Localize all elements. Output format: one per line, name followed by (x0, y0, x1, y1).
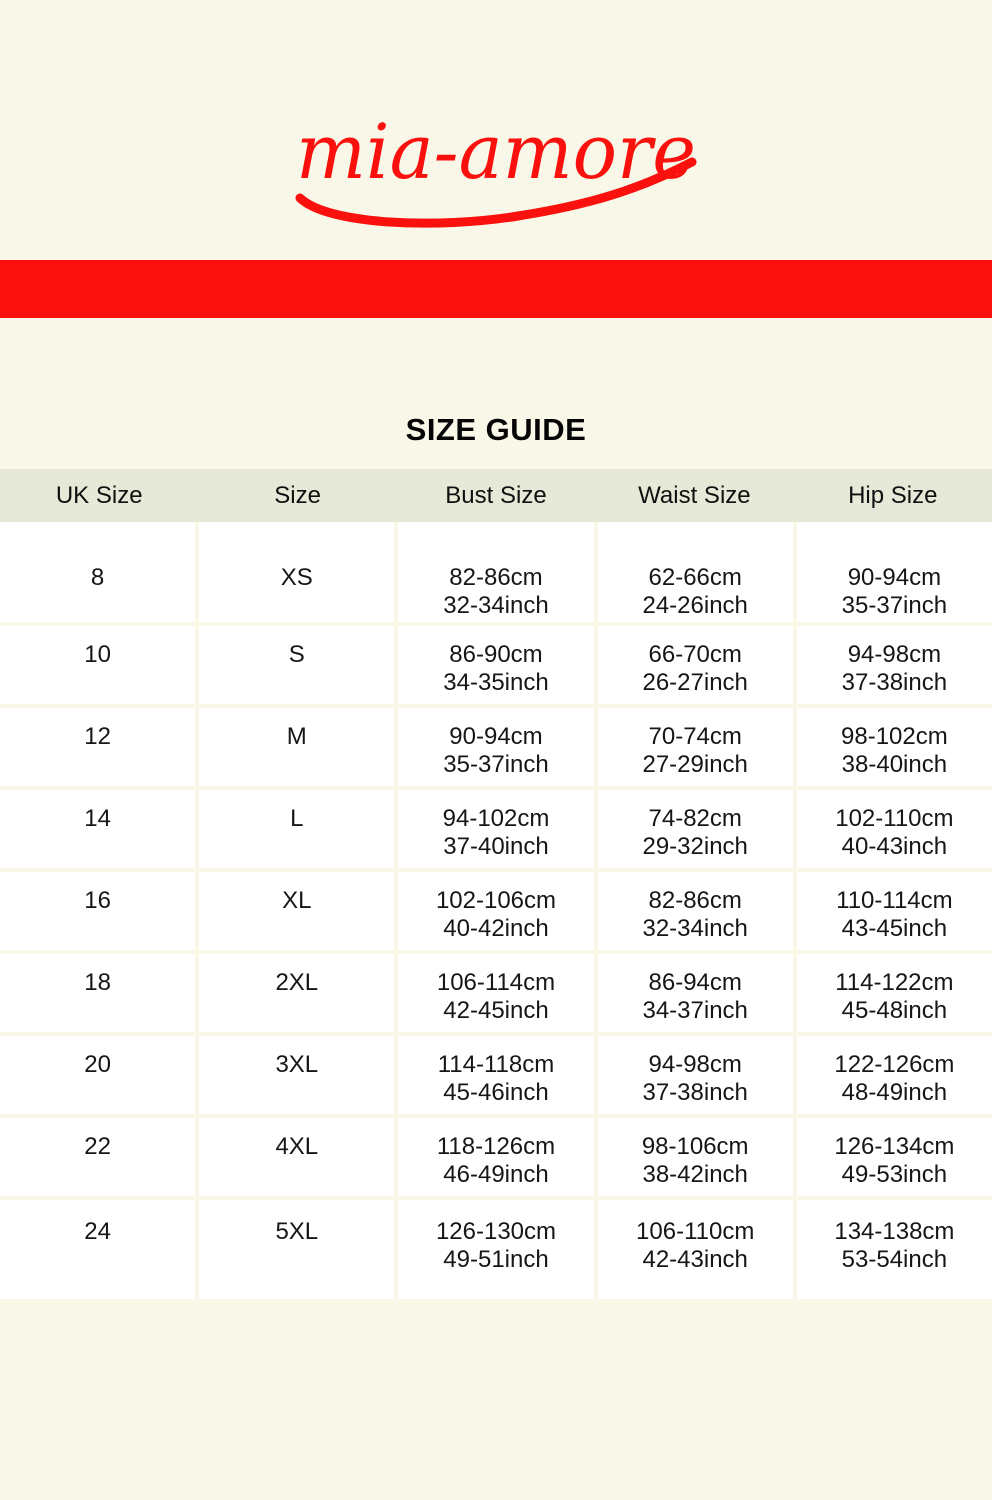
brand-logo-text: mia-amore (296, 107, 696, 196)
uk-size-value: 16 (84, 887, 111, 914)
column-header-bust-size: Bust Size (445, 481, 547, 509)
uk-size-value: 14 (84, 805, 111, 832)
waist-inch-value: 27-29inch (642, 751, 748, 778)
waist-cm-value: 62-66cm (648, 564, 742, 591)
size-cell (199, 872, 394, 950)
size-cell (199, 522, 394, 622)
hip-inch-value: 53-54inch (841, 1245, 948, 1273)
hip-size-cell (797, 1036, 992, 1114)
bust-cm-value: 106-114cm (436, 969, 556, 996)
size-value: 5XL (275, 1217, 319, 1245)
size-value: M (286, 723, 307, 750)
bust-size-cell (398, 872, 593, 950)
bust-inch-value: 49-51inch (443, 1245, 549, 1273)
bust-size-cell (398, 1200, 593, 1299)
size-cell (199, 954, 394, 1032)
waist-cm-value: 94-98cm (648, 1051, 742, 1078)
uk-size-value: 20 (84, 1051, 111, 1078)
hip-size-cell (797, 872, 992, 950)
bust-inch-value: 32-34inch (443, 592, 549, 619)
table-header-row (0, 469, 992, 522)
bust-inch-value: 45-46inch (443, 1079, 549, 1106)
hip-inch-value: 37-38inch (841, 669, 948, 696)
table-body (0, 522, 992, 1299)
hip-inch-value: 35-37inch (841, 592, 948, 619)
waist-inch-value: 24-26inch (642, 592, 748, 619)
hip-cm-value: 126-134cm (834, 1133, 955, 1160)
waist-cm-value: 74-82cm (648, 805, 742, 832)
size-value: 2XL (275, 969, 319, 996)
hip-size-cell (797, 522, 992, 622)
uk-size-value: 10 (84, 641, 111, 668)
bust-size-cell (398, 1118, 593, 1196)
waist-size-cell (598, 1036, 793, 1114)
waist-size-cell (598, 522, 793, 622)
page-title: SIZE GUIDE (405, 412, 587, 447)
column-header-size: Size (274, 481, 321, 509)
bust-size-cell (398, 954, 593, 1032)
bust-size-cell (398, 708, 593, 786)
uk-size-cell (0, 954, 195, 1032)
bust-cm-value: 126-130cm (435, 1217, 557, 1245)
hip-inch-value: 38-40inch (841, 751, 948, 778)
hip-cm-value: 110-114cm (836, 887, 953, 914)
hip-inch-value: 43-45inch (841, 915, 948, 942)
bust-cm-value: 102-106cm (435, 887, 557, 914)
hip-cm-value: 122-126cm (834, 1051, 955, 1078)
hip-size-cell (797, 790, 992, 868)
size-cell (199, 626, 394, 704)
hip-size-cell (797, 1118, 992, 1196)
size-cell (199, 1118, 394, 1196)
bust-inch-value: 34-35inch (443, 669, 549, 696)
uk-size-cell (0, 708, 195, 786)
bust-size-cell (398, 790, 593, 868)
hip-cm-value: 94-98cm (847, 641, 942, 668)
waist-inch-value: 26-27inch (642, 669, 748, 696)
bust-cm-value: 86-90cm (449, 641, 543, 668)
waist-inch-value: 42-43inch (642, 1245, 748, 1273)
hip-cm-value: 98-102cm (841, 723, 948, 750)
uk-size-value: 18 (84, 969, 111, 996)
bust-cm-value: 118-126cm (436, 1133, 556, 1160)
size-cell (199, 1036, 394, 1114)
waist-size-cell (598, 626, 793, 704)
waist-size-cell (598, 1118, 793, 1196)
bust-size-cell (398, 522, 593, 622)
size-cell (199, 790, 394, 868)
waist-inch-value: 32-34inch (642, 915, 748, 942)
waist-size-cell (598, 708, 793, 786)
waist-inch-value: 34-37inch (642, 997, 748, 1024)
brand-logo (0, 98, 992, 238)
brand-logo-graphic (286, 98, 706, 238)
uk-size-value: 22 (84, 1133, 111, 1160)
bust-inch-value: 46-49inch (443, 1161, 549, 1188)
hip-cm-value: 90-94cm (847, 564, 942, 591)
bust-size-cell (398, 1036, 593, 1114)
uk-size-cell (0, 522, 195, 622)
column-header-hip-size: Hip Size (848, 481, 938, 509)
hip-size-cell (797, 626, 992, 704)
brand-red-bar (0, 260, 992, 318)
waist-cm-value: 86-94cm (648, 969, 742, 996)
column-header-waist-size: Waist Size (638, 481, 751, 509)
hip-inch-value: 40-43inch (841, 833, 948, 860)
uk-size-cell (0, 1036, 195, 1114)
bust-cm-value: 114-118cm (437, 1051, 555, 1078)
hip-cm-value: 114-122cm (835, 969, 954, 996)
size-value: XS (280, 564, 313, 591)
waist-cm-value: 82-86cm (648, 887, 742, 914)
uk-size-value: 24 (84, 1217, 111, 1245)
waist-inch-value: 37-38inch (642, 1079, 748, 1106)
size-cell (199, 1200, 394, 1299)
hip-inch-value: 49-53inch (841, 1161, 948, 1188)
hip-cm-value: 102-110cm (835, 805, 954, 832)
hip-size-cell (797, 708, 992, 786)
waist-size-cell (598, 954, 793, 1032)
hip-cm-value: 134-138cm (834, 1217, 955, 1245)
uk-size-cell (0, 1118, 195, 1196)
waist-cm-value: 66-70cm (648, 641, 742, 668)
hip-size-cell (797, 1200, 992, 1299)
bust-cm-value: 90-94cm (449, 723, 543, 750)
hip-size-cell (797, 954, 992, 1032)
waist-size-cell (598, 872, 793, 950)
column-header-uk-size: UK Size (55, 481, 143, 509)
waist-cm-value: 70-74cm (648, 723, 742, 750)
waist-inch-value: 29-32inch (642, 833, 748, 860)
bust-size-cell (398, 626, 593, 704)
waist-inch-value: 38-42inch (642, 1161, 748, 1188)
uk-size-value: 12 (84, 723, 111, 750)
size-value: 4XL (275, 1133, 319, 1160)
bust-inch-value: 42-45inch (443, 997, 549, 1024)
bust-cm-value: 94-102cm (442, 805, 550, 832)
waist-size-cell (598, 1200, 793, 1299)
size-value: S (288, 641, 305, 668)
uk-size-value: 8 (90, 564, 105, 591)
bust-inch-value: 40-42inch (443, 915, 549, 942)
uk-size-cell (0, 1200, 195, 1299)
size-value: L (290, 805, 304, 832)
bust-cm-value: 82-86cm (449, 564, 543, 591)
uk-size-cell (0, 872, 195, 950)
hip-inch-value: 48-49inch (841, 1079, 948, 1106)
size-guide-table (0, 469, 992, 1299)
size-value: XL (282, 887, 312, 914)
bust-inch-value: 35-37inch (443, 751, 549, 778)
uk-size-cell (0, 790, 195, 868)
uk-size-cell (0, 626, 195, 704)
waist-size-cell (598, 790, 793, 868)
size-value: 3XL (275, 1051, 319, 1078)
waist-cm-value: 98-106cm (641, 1133, 749, 1160)
hip-inch-value: 45-48inch (841, 997, 948, 1024)
bust-inch-value: 37-40inch (443, 833, 549, 860)
size-cell (199, 708, 394, 786)
waist-cm-value: 106-110cm (636, 1217, 755, 1245)
